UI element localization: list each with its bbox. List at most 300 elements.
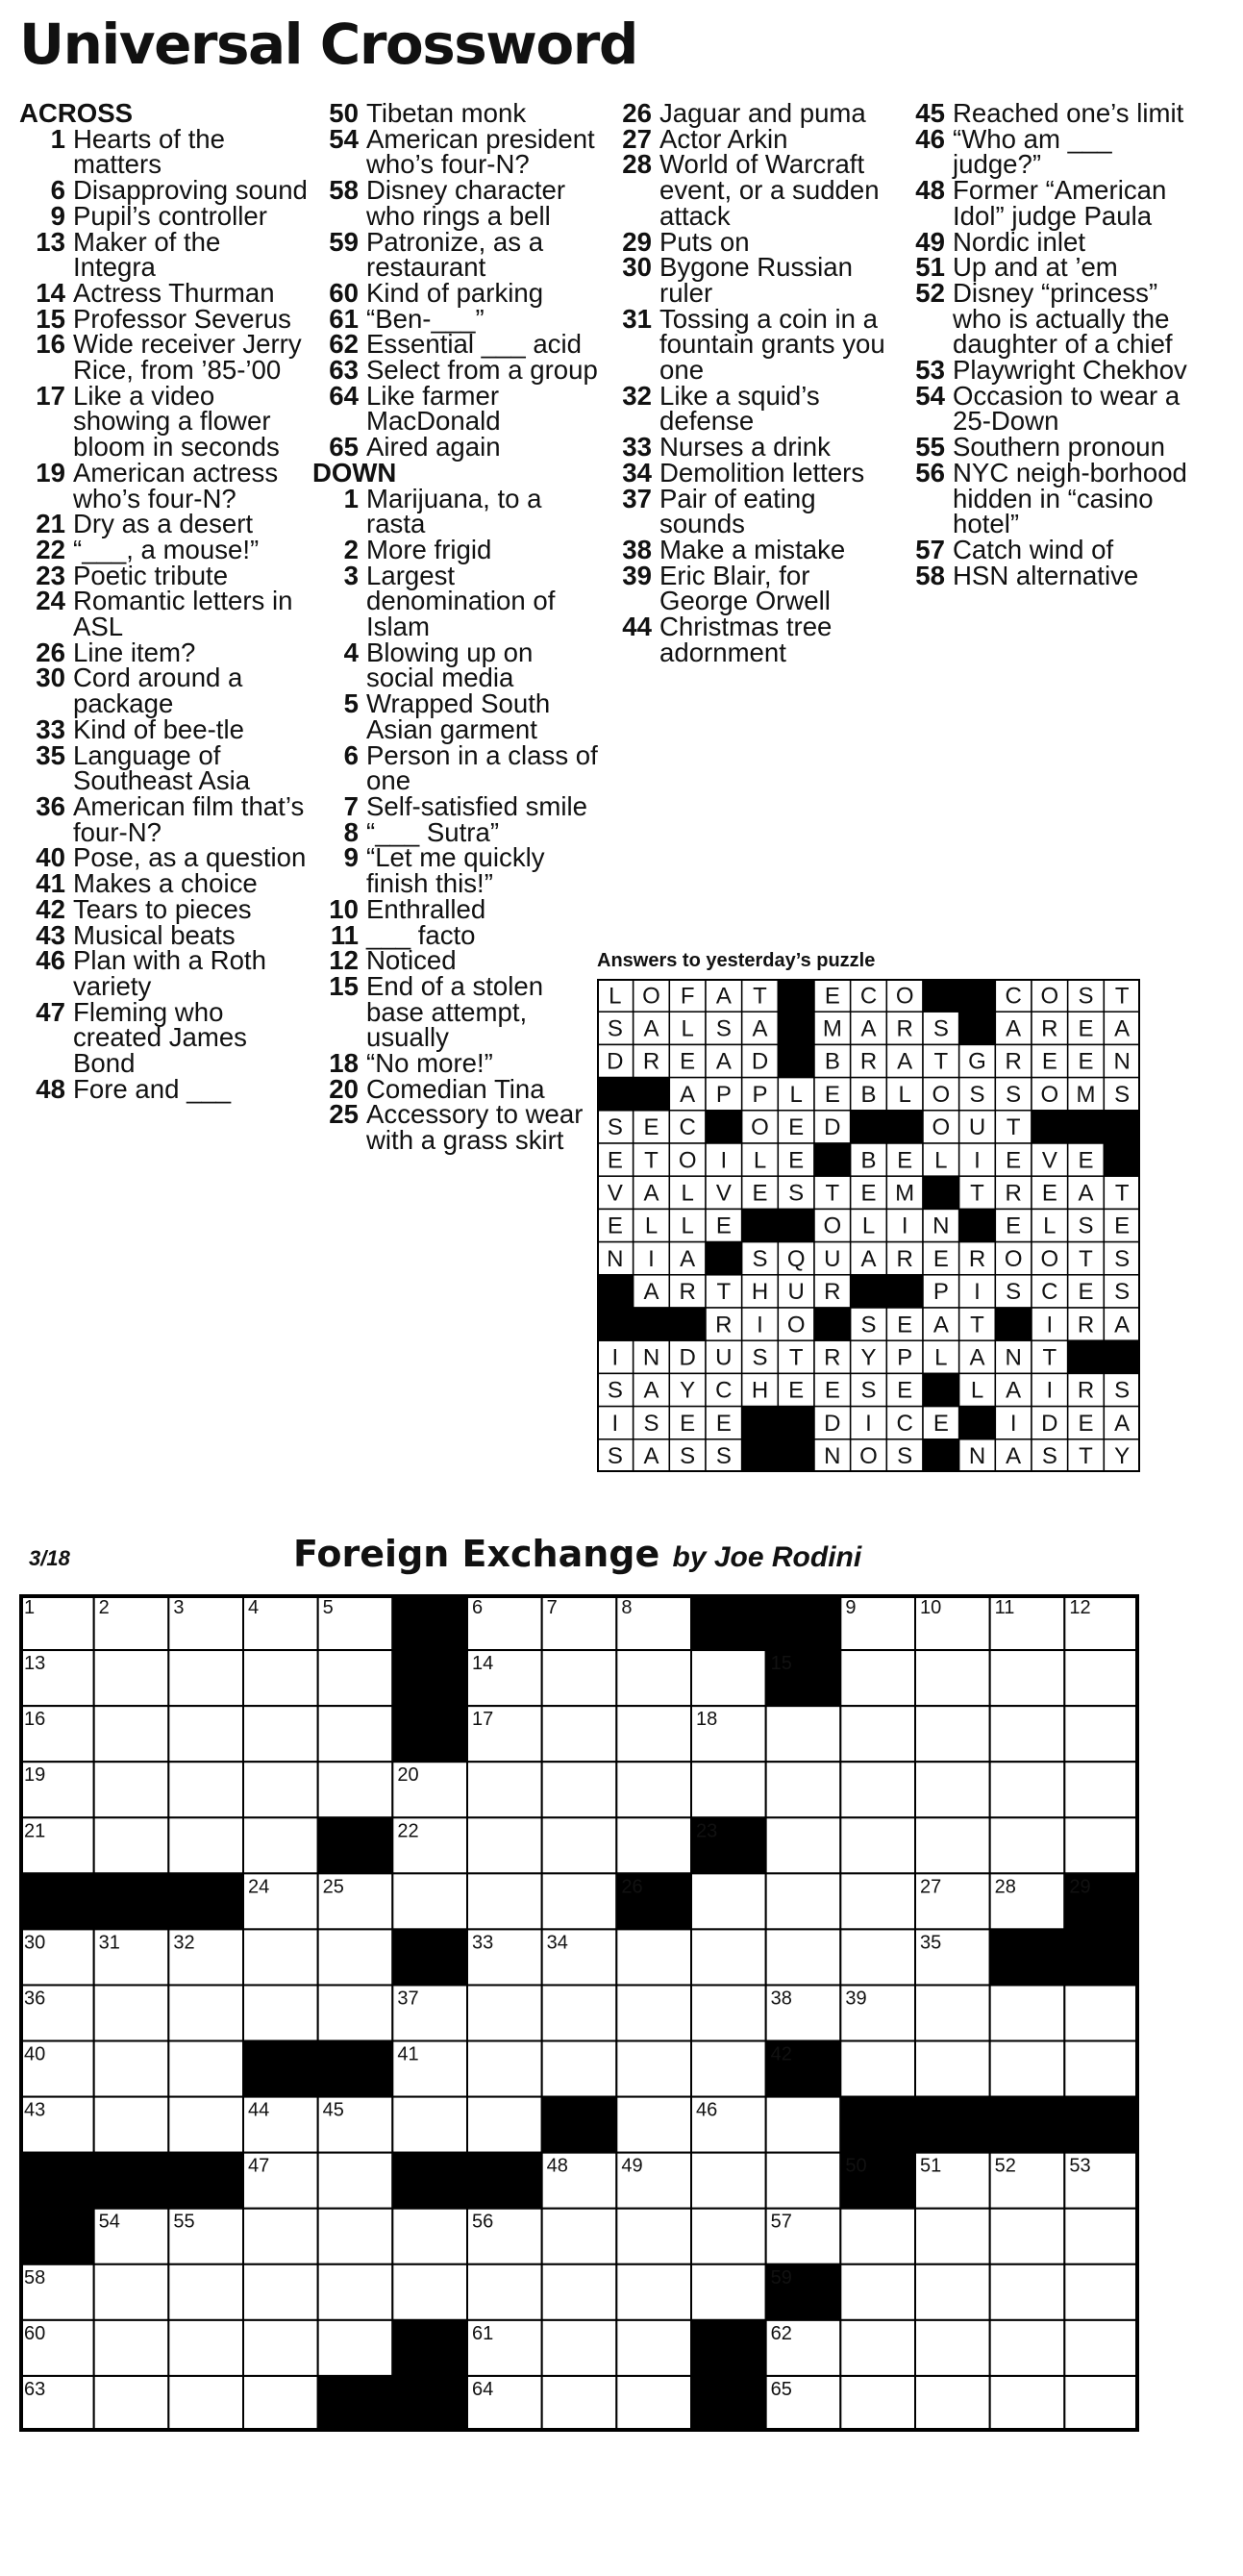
grid-cell[interactable] <box>990 1706 1065 1762</box>
clue-number: 39 <box>622 560 652 590</box>
grid-cell[interactable] <box>318 2320 393 2376</box>
grid-cell[interactable] <box>318 1762 393 1817</box>
clue-text: Accessory to wear with a grass skirt <box>366 1099 584 1156</box>
grid-cell[interactable] <box>990 1650 1065 1706</box>
answer-letter: O <box>932 1081 951 1108</box>
grid-cell[interactable] <box>467 1985 542 2040</box>
down-clue <box>606 560 894 616</box>
down-clue <box>606 432 894 463</box>
grid-cell[interactable] <box>542 2209 617 2264</box>
cell-number: 61 <box>472 2322 494 2344</box>
clue-number: 48 <box>36 1073 65 1104</box>
clue-number: 50 <box>329 98 359 128</box>
grid-cell[interactable] <box>243 1706 318 1762</box>
answer-black-cell <box>778 979 814 1012</box>
grid-cell[interactable] <box>243 2320 318 2376</box>
clue-text: Like a squid’s defense <box>659 380 820 437</box>
clue-number: 31 <box>622 303 652 334</box>
grid-cell[interactable] <box>542 2041 617 2097</box>
cell-number: 31 <box>98 1932 120 1954</box>
grid-cell[interactable] <box>915 2041 990 2097</box>
grid-cell[interactable] <box>616 2320 691 2376</box>
clue-text: Fleming who created James Bond <box>73 996 247 1079</box>
answer-letter: S <box>680 1443 696 1470</box>
grid-cell[interactable] <box>840 1817 915 1873</box>
grid-cell[interactable] <box>1064 2264 1139 2320</box>
cell-number: 5 <box>322 1597 334 1618</box>
grid-cell[interactable] <box>766 1817 841 1873</box>
clue-number: 19 <box>36 457 65 488</box>
clue-number: 46 <box>36 945 65 976</box>
clue-number: 15 <box>329 970 359 1001</box>
grid-cell[interactable] <box>990 1817 1065 1873</box>
answer-black-cell <box>995 1308 1032 1340</box>
clue-text: Christmas tree adornment <box>659 612 833 667</box>
clue-text: Disney “princess” who is actually the daughter of a chief <box>953 277 1173 360</box>
cell-number: 24 <box>248 1876 270 1898</box>
clue-number: 9 <box>343 842 359 873</box>
grid-cell[interactable] <box>840 2320 915 2376</box>
black-cell <box>392 2376 467 2432</box>
clue-text: “___ Sutra” <box>366 816 500 847</box>
grid-cell[interactable] <box>616 2041 691 2097</box>
clue-number: 26 <box>36 637 65 667</box>
answer-letter: T <box>970 1312 984 1338</box>
answer-black-cell <box>778 1012 814 1044</box>
grid-cell[interactable] <box>915 1762 990 1817</box>
grid-cell[interactable] <box>616 2097 691 2153</box>
grid-cell[interactable] <box>691 2209 766 2264</box>
grid-cell[interactable] <box>94 2041 169 2097</box>
answer-letter: B <box>860 1081 877 1108</box>
answer-black-cell <box>742 1407 779 1439</box>
grid-cell[interactable] <box>915 1985 990 2040</box>
grid-cell[interactable] <box>915 2376 990 2432</box>
clue-number: 58 <box>329 175 359 206</box>
grid-cell[interactable] <box>94 1762 169 1817</box>
across-clue <box>312 355 601 386</box>
grid-cell[interactable] <box>840 2041 915 2097</box>
answer-letter: E <box>715 1410 732 1437</box>
down-heading: DOWN <box>312 457 397 488</box>
grid-cell[interactable] <box>840 1762 915 1817</box>
grid-cell[interactable] <box>840 2376 915 2432</box>
grid-cell[interactable] <box>1064 1985 1139 2040</box>
answer-black-cell <box>706 1111 742 1143</box>
answer-black-cell <box>814 1308 851 1340</box>
grid-cell[interactable] <box>691 2041 766 2097</box>
answers-grid-svg <box>597 979 1140 1472</box>
black-cell <box>766 1594 841 1650</box>
grid-cell[interactable] <box>168 1706 243 1762</box>
answer-letter: E <box>1078 1048 1094 1075</box>
grid-cell[interactable] <box>1064 2320 1139 2376</box>
grid-cell[interactable] <box>691 1762 766 1817</box>
answer-letter: U <box>715 1344 733 1371</box>
grid-cell[interactable] <box>1064 2376 1139 2432</box>
grid-cell[interactable] <box>616 2209 691 2264</box>
grid-cell[interactable] <box>616 1706 691 1762</box>
answer-letter: Q <box>786 1245 806 1272</box>
down-clue <box>312 483 601 539</box>
grid-cell[interactable] <box>840 2264 915 2320</box>
grid-cell[interactable] <box>840 1929 915 1985</box>
clue-number: 23 <box>36 560 65 590</box>
black-cell <box>990 1929 1065 1985</box>
grid-cell[interactable] <box>94 1650 169 1706</box>
down-clue <box>606 149 894 231</box>
black-cell <box>392 1706 467 1762</box>
grid-cell[interactable] <box>840 1706 915 1762</box>
answer-letter: E <box>1078 1147 1094 1174</box>
cell-number: 3 <box>173 1597 185 1618</box>
grid-cell[interactable] <box>243 2376 318 2432</box>
black-cell <box>318 1817 393 1873</box>
grid-cell[interactable] <box>467 1873 542 1929</box>
grid-cell[interactable] <box>691 1650 766 1706</box>
puzzle-title: Foreign Exchange <box>293 1533 660 1575</box>
grid-cell[interactable] <box>990 2376 1065 2432</box>
grid-cell[interactable] <box>168 1650 243 1706</box>
grid-cell[interactable] <box>94 1985 169 2040</box>
answer-black-cell <box>634 1078 670 1111</box>
answer-letter: O <box>1040 1081 1059 1108</box>
clue-text: “___, a mouse!” <box>73 534 260 564</box>
answer-letter: D <box>824 1114 841 1141</box>
answer-letter: A <box>1078 1180 1094 1207</box>
black-cell <box>840 2097 915 2153</box>
answer-letter: R <box>968 1245 986 1272</box>
grid-cell[interactable] <box>467 1762 542 1817</box>
answer-letter: E <box>1041 1048 1057 1075</box>
grid-cell[interactable] <box>915 2209 990 2264</box>
clue-number: 34 <box>622 457 652 488</box>
grid-cell[interactable] <box>616 1929 691 1985</box>
clue-text: Nurses a drink <box>659 432 831 463</box>
grid-cell[interactable] <box>168 1985 243 2040</box>
clue-number: 25 <box>329 1099 359 1130</box>
grid-cell[interactable] <box>915 2320 990 2376</box>
answer-letter: N <box>932 1213 950 1239</box>
grid-cell[interactable] <box>168 1762 243 1817</box>
grid-cell[interactable] <box>94 1817 169 1873</box>
across-clue <box>312 226 601 283</box>
across-clue <box>19 713 308 744</box>
down-clue <box>606 303 894 386</box>
answer-letter: R <box>1041 1015 1058 1042</box>
grid-cell[interactable] <box>1064 2041 1139 2097</box>
grid-cell[interactable] <box>840 2209 915 2264</box>
grid-cell[interactable] <box>915 1817 990 1873</box>
grid-cell[interactable] <box>243 1985 318 2040</box>
clue-text: Jaguar and puma <box>659 98 866 128</box>
grid-cell[interactable] <box>542 1762 617 1817</box>
black-cell <box>392 1650 467 1706</box>
clue-number: 43 <box>36 919 65 950</box>
crossword-grid-svg[interactable] <box>19 1594 1139 2432</box>
grid-cell[interactable] <box>542 2376 617 2432</box>
answer-letter: L <box>1043 1213 1057 1239</box>
grid-cell[interactable] <box>766 1706 841 1762</box>
grid-cell[interactable] <box>542 1817 617 1873</box>
grid-cell[interactable] <box>94 2376 169 2432</box>
grid-cell[interactable] <box>467 2264 542 2320</box>
grid-cell[interactable] <box>318 2209 393 2264</box>
clue-text: Kind of bee-tle <box>73 713 244 744</box>
clue-text: Pair of eating sounds <box>659 483 816 539</box>
cell-number: 25 <box>322 1876 344 1898</box>
grid-cell[interactable] <box>1064 1650 1139 1706</box>
grid-cell[interactable] <box>616 1817 691 1873</box>
grid-cell[interactable] <box>243 2209 318 2264</box>
across-clue <box>19 945 308 1001</box>
grid-cell[interactable] <box>840 1650 915 1706</box>
clue-text: Marijuana, to a rasta <box>366 483 542 539</box>
grid-cell[interactable] <box>243 1929 318 1985</box>
answer-letter: I <box>611 1410 619 1437</box>
answer-letter: U <box>787 1279 805 1306</box>
clue-text: Self-satisfied smile <box>366 790 588 821</box>
down-clue <box>899 380 1187 437</box>
across-clue <box>19 509 308 539</box>
clue-text: Language of Southeast Asia <box>73 739 251 796</box>
grid-cell[interactable] <box>915 2264 990 2320</box>
grid-cell[interactable] <box>616 2376 691 2432</box>
grid-cell[interactable] <box>243 1762 318 1817</box>
grid-cell[interactable] <box>467 2097 542 2153</box>
puzzle-heading <box>293 1533 861 1575</box>
down-clue <box>899 457 1187 539</box>
grid-cell[interactable] <box>1064 2209 1139 2264</box>
answer-letter: E <box>824 1377 840 1404</box>
grid-cell[interactable] <box>616 1985 691 2040</box>
answer-letter: E <box>897 1312 913 1338</box>
clue-text: Pupil’s controller <box>73 200 267 231</box>
grid-cell[interactable] <box>318 2153 393 2209</box>
clue-text: Former “American Idol” judge Paula <box>953 175 1167 231</box>
answer-letter: O <box>786 1312 806 1338</box>
grid-cell[interactable] <box>94 2320 169 2376</box>
grid-cell[interactable] <box>691 1985 766 2040</box>
answer-letter: T <box>644 1147 659 1174</box>
grid-cell[interactable] <box>990 2320 1065 2376</box>
grid-cell[interactable] <box>168 2320 243 2376</box>
grid-cell[interactable] <box>990 1762 1065 1817</box>
grid-cell[interactable] <box>168 2264 243 2320</box>
clue-text: Dry as a desert <box>73 509 254 539</box>
grid-cell[interactable] <box>392 2097 467 2153</box>
grid-cell[interactable] <box>318 1929 393 1985</box>
answer-letter: L <box>970 1377 984 1404</box>
clue-number: 4 <box>343 637 359 667</box>
cell-number: 38 <box>770 1988 792 2010</box>
grid-cell[interactable] <box>766 1873 841 1929</box>
grid-cell[interactable] <box>766 1762 841 1817</box>
grid-cell[interactable] <box>318 1650 393 1706</box>
answer-letter: E <box>824 1081 840 1108</box>
answer-letter: T <box>753 983 767 1010</box>
clue-text: Patronize, as a restaurant <box>366 226 544 283</box>
cell-number: 55 <box>173 2211 195 2233</box>
clue-number: 33 <box>36 713 65 744</box>
answer-letter: T <box>1079 1245 1093 1272</box>
clue-number: 10 <box>329 893 359 924</box>
cell-number: 1 <box>24 1597 36 1618</box>
answer-letter: E <box>680 1410 696 1437</box>
black-cell <box>1064 1929 1139 1985</box>
answer-letter: V <box>607 1180 623 1207</box>
clue-text: American actress who’s four-N? <box>73 457 279 513</box>
crossword-grid[interactable] <box>19 1594 1139 2432</box>
answer-letter: S <box>715 1015 732 1042</box>
cell-number: 10 <box>920 1597 942 1618</box>
grid-cell[interactable] <box>318 1706 393 1762</box>
grid-cell[interactable] <box>542 2320 617 2376</box>
grid-cell[interactable] <box>840 1873 915 1929</box>
answer-letter: H <box>751 1377 769 1404</box>
clue-number: 58 <box>915 560 945 590</box>
answer-black-cell <box>814 1143 851 1176</box>
cell-number: 51 <box>920 2155 942 2177</box>
cell-number: 37 <box>397 1988 419 2010</box>
answer-letter: O <box>1004 1245 1023 1272</box>
black-cell <box>392 1929 467 1985</box>
grid-cell[interactable] <box>318 1985 393 2040</box>
answer-letter: R <box>715 1312 733 1338</box>
clue-text: Line item? <box>73 637 196 667</box>
clue-text: Wrapped South Asian garment <box>366 688 551 744</box>
clue-number: 55 <box>915 432 945 463</box>
grid-cell[interactable] <box>542 1985 617 2040</box>
down-clue <box>312 893 601 924</box>
clue-number: 46 <box>915 123 945 154</box>
answer-letter: A <box>1114 1312 1131 1338</box>
clue-number: 48 <box>915 175 945 206</box>
answer-black-cell <box>669 1308 706 1340</box>
grid-cell[interactable] <box>1064 1817 1139 1873</box>
grid-cell[interactable] <box>94 2264 169 2320</box>
answer-letter: A <box>860 1015 877 1042</box>
answer-letter: O <box>823 1213 842 1239</box>
grid-cell[interactable] <box>467 2041 542 2097</box>
grid-cell[interactable] <box>766 2153 841 2209</box>
clue-text: Actress Thurman <box>73 277 275 308</box>
answer-letter: L <box>681 1180 694 1207</box>
across-clue <box>19 200 308 231</box>
clue-text: Pose, as a question <box>73 842 307 873</box>
clue-number: 45 <box>915 98 945 128</box>
black-cell <box>1064 2097 1139 2153</box>
answer-letter: N <box>607 1245 624 1272</box>
clue-number: 65 <box>329 432 359 463</box>
clue-number: 51 <box>915 252 945 283</box>
grid-cell[interactable] <box>990 1985 1065 2040</box>
grid-cell[interactable] <box>691 1929 766 1985</box>
grid-cell[interactable] <box>318 2264 393 2320</box>
clue-text: Makes a choice <box>73 868 258 899</box>
answer-black-cell <box>742 1439 779 1472</box>
grid-cell[interactable] <box>168 1817 243 1873</box>
grid-cell[interactable] <box>990 2041 1065 2097</box>
answer-letter: Y <box>860 1344 877 1371</box>
grid-cell[interactable] <box>691 2153 766 2209</box>
grid-cell[interactable] <box>915 1706 990 1762</box>
cell-number: 52 <box>994 2155 1016 2177</box>
down-clue <box>899 534 1187 564</box>
answer-letter: N <box>642 1344 660 1371</box>
answer-letter: P <box>897 1344 913 1371</box>
grid-cell[interactable] <box>467 1817 542 1873</box>
clue-text: World of Warcraft event, or a sudden attack <box>659 149 880 231</box>
grid-cell[interactable] <box>94 2097 169 2153</box>
grid-cell[interactable] <box>990 2264 1065 2320</box>
down-clue <box>312 790 601 821</box>
grid-cell[interactable] <box>168 2097 243 2153</box>
grid-cell[interactable] <box>691 1873 766 1929</box>
clue-text: Cord around a package <box>73 663 243 719</box>
down-clue <box>606 614 894 665</box>
grid-cell[interactable] <box>542 2264 617 2320</box>
grid-cell[interactable] <box>1064 1762 1139 1817</box>
grid-cell[interactable] <box>392 2264 467 2320</box>
grid-cell[interactable] <box>915 1650 990 1706</box>
black-cell <box>990 2097 1065 2153</box>
grid-cell[interactable] <box>766 2097 841 2153</box>
cell-number: 53 <box>1069 2155 1091 2177</box>
answer-letter: S <box>752 1344 768 1371</box>
answer-letter: E <box>1078 1015 1094 1042</box>
answer-letter: Y <box>680 1377 696 1404</box>
grid-cell[interactable] <box>392 1873 467 1929</box>
answer-letter: U <box>824 1245 841 1272</box>
grid-cell[interactable] <box>542 1873 617 1929</box>
grid-cell[interactable] <box>94 1706 169 1762</box>
down-clue <box>899 560 1187 590</box>
across-clue <box>19 277 308 308</box>
answer-black-cell <box>1068 1111 1105 1143</box>
grid-cell[interactable] <box>392 2209 467 2264</box>
grid-cell[interactable] <box>1064 1706 1139 1762</box>
answer-letter: A <box>643 1015 659 1042</box>
grid-cell[interactable] <box>168 2376 243 2432</box>
clue-text: Noticed <box>366 945 457 976</box>
answer-letter: E <box>860 1180 877 1207</box>
black-cell <box>392 2153 467 2209</box>
answer-letter: S <box>932 1015 949 1042</box>
grid-cell[interactable] <box>691 2264 766 2320</box>
grid-cell[interactable] <box>168 2041 243 2097</box>
grid-cell[interactable] <box>990 2209 1065 2264</box>
grid-cell[interactable] <box>542 1706 617 1762</box>
answer-black-cell <box>1104 1111 1140 1143</box>
clue-number: 35 <box>36 739 65 770</box>
cell-number: 23 <box>696 1820 718 1842</box>
answer-letter: U <box>968 1114 986 1141</box>
grid-cell[interactable] <box>616 2264 691 2320</box>
grid-cell[interactable] <box>616 1762 691 1817</box>
grid-cell[interactable] <box>616 1650 691 1706</box>
down-clue <box>899 226 1187 257</box>
grid-cell[interactable] <box>243 2264 318 2320</box>
grid-cell[interactable] <box>766 1929 841 1985</box>
clue-text: Plan with a Roth variety <box>73 945 266 1001</box>
grid-cell[interactable] <box>243 1650 318 1706</box>
grid-cell[interactable] <box>542 1650 617 1706</box>
answer-letter: O <box>642 983 660 1010</box>
cell-number: 8 <box>621 1597 633 1618</box>
grid-cell[interactable] <box>243 1817 318 1873</box>
answer-black-cell <box>959 1012 996 1044</box>
